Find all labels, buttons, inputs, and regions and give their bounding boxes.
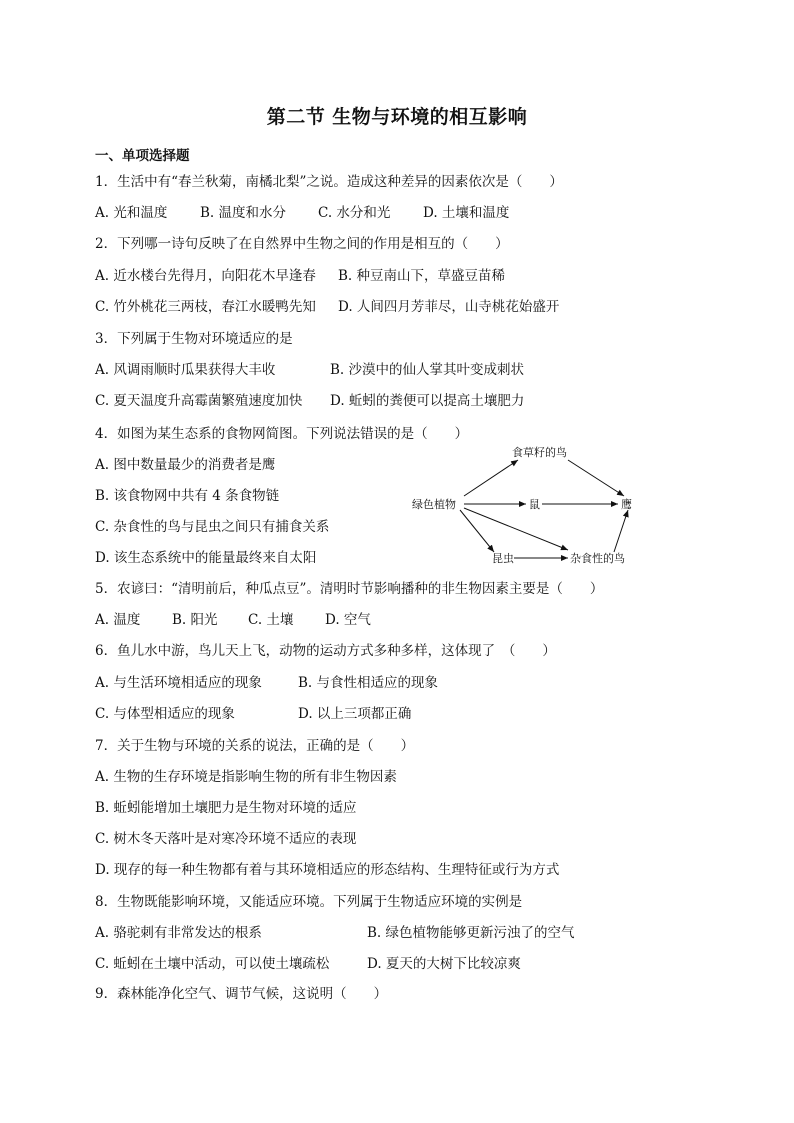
answer-option: D. 土壤和温度 — [423, 205, 510, 221]
answer-option: B. 沙漠中的仙人掌其叶变成刺状 — [330, 362, 525, 378]
question-stem: 4．如图为某生态系的食物网简图。下列说法错误的是（ ） — [95, 426, 469, 442]
node-grain-bird: 食草籽的鸟 — [512, 446, 567, 459]
answer-option: A. 骆驼刺有非常发达的根系 — [95, 925, 262, 941]
answer-option: B. 蚯蚓能增加土壤肥力是生物对环境的适应 — [95, 800, 357, 816]
option-row — [95, 864, 695, 880]
arrow-plant-to-insect — [460, 510, 494, 552]
option-row — [95, 364, 695, 380]
option-row — [95, 614, 695, 630]
question-stem: 6．鱼儿水中游，鸟儿天上飞，动物的运动方式多种多样，这体现了 （ ） — [95, 643, 556, 659]
question-stem: 8．生物既能影响环境，又能适应环境。下列属于生物适应环境的实例是 — [95, 894, 523, 910]
answer-option: D. 人间四月芳菲尽，山寺桃花始盛开 — [338, 299, 560, 315]
node-mouse: 鼠 — [529, 498, 540, 511]
arrow-plant-to-omni-bird — [464, 508, 568, 550]
answer-option: D. 夏天的大树下比较凉爽 — [367, 956, 521, 972]
answer-option: B. 种豆南山下，草盛豆苗稀 — [338, 268, 506, 284]
answer-option: B. 阳光 — [172, 612, 218, 628]
answer-option: A. 光和温度 — [95, 205, 168, 221]
option-row — [95, 958, 695, 974]
option-row — [95, 802, 695, 818]
option-row — [95, 395, 695, 411]
answer-option: B. 该食物网中共有 4 条食物链 — [95, 488, 280, 504]
arrow-plant-to-grain-bird — [464, 460, 518, 496]
node-omni-bird: 杂食性的鸟 — [570, 552, 625, 565]
option-row — [95, 708, 695, 724]
answer-option: B. 与食性相适应的现象 — [298, 675, 439, 691]
option-row — [95, 833, 695, 849]
section-heading: 一、单项选择题 — [95, 148, 190, 164]
arrow-grain-bird-to-eagle — [568, 460, 624, 496]
answer-option: C. 杂食性的鸟与昆虫之间只有捕食关系 — [95, 519, 330, 535]
node-plant: 绿色植物 — [412, 498, 456, 511]
answer-option: C. 蚯蚓在土壤中活动，可以使土壤疏松 — [95, 956, 330, 972]
food-web-diagram — [408, 444, 648, 574]
answer-option: C. 土壤 — [248, 612, 294, 628]
answer-option: C. 夏天温度升高霉菌繁殖速度加快 — [95, 393, 303, 409]
page-title: 第二节 生物与环境的相互影响 — [266, 106, 528, 128]
answer-option: C. 竹外桃花三两枝，春江水暖鸭先知 — [95, 299, 316, 315]
answer-option: A. 近水楼台先得月，向阳花木早逢春 — [95, 268, 316, 284]
answer-option: A. 温度 — [95, 612, 141, 628]
option-row — [95, 270, 695, 286]
answer-option: B. 绿色植物能够更新污浊了的空气 — [367, 925, 575, 941]
answer-option: D. 现存的每一种生物都有着与其环境相适应的形态结构、生理特征或行为方式 — [95, 862, 560, 878]
answer-option: A. 风调雨顺时瓜果获得大丰收 — [95, 362, 276, 378]
node-eagle: 鹰 — [621, 498, 632, 511]
answer-option: C. 与体型相适应的现象 — [95, 706, 235, 722]
answer-option: A. 生物的生存环境是指影响生物的所有非生物因素 — [95, 769, 397, 785]
option-row — [95, 301, 695, 317]
answer-option: D. 以上三项都正确 — [298, 706, 412, 722]
answer-option: D. 蚯蚓的粪便可以提高土壤肥力 — [330, 393, 525, 409]
option-row — [95, 677, 695, 693]
question-stem: 9．森林能净化空气、调节气候，这说明（ ） — [95, 986, 388, 1002]
question-stem: 1．生活中有“春兰秋菊，南橘北梨”之说。造成这种差异的因素依次是（ ） — [95, 174, 563, 190]
question-stem: 3．下列属于生物对环境适应的是 — [95, 331, 293, 347]
answer-option: B. 温度和水分 — [200, 205, 287, 221]
answer-option: A. 图中数量最少的消费者是鹰 — [95, 457, 276, 473]
answer-option: A. 与生活环境相适应的现象 — [95, 675, 262, 691]
option-row — [95, 771, 695, 787]
option-row — [95, 927, 695, 943]
answer-option: D. 该生态系统中的能量最终来自太阳 — [95, 550, 317, 566]
answer-option: C. 树木冬天落叶是对寒冷环境不适应的表现 — [95, 831, 357, 847]
node-insect: 昆虫 — [492, 552, 514, 565]
question-stem: 7．关于生物与环境的关系的说法，正确的是（ ） — [95, 738, 415, 754]
arrow-omni-bird-to-eagle — [614, 510, 628, 552]
question-stem: 5．农谚曰：“清明前后，种瓜点豆”。清明时节影响播种的非生物因素主要是（ ） — [95, 581, 604, 597]
answer-option: C. 水分和光 — [318, 205, 391, 221]
option-row — [95, 207, 695, 223]
answer-option: D. 空气 — [325, 612, 371, 628]
question-stem: 2．下列哪一诗句反映了在自然界中生物之间的作用是相互的（ ） — [95, 236, 509, 252]
